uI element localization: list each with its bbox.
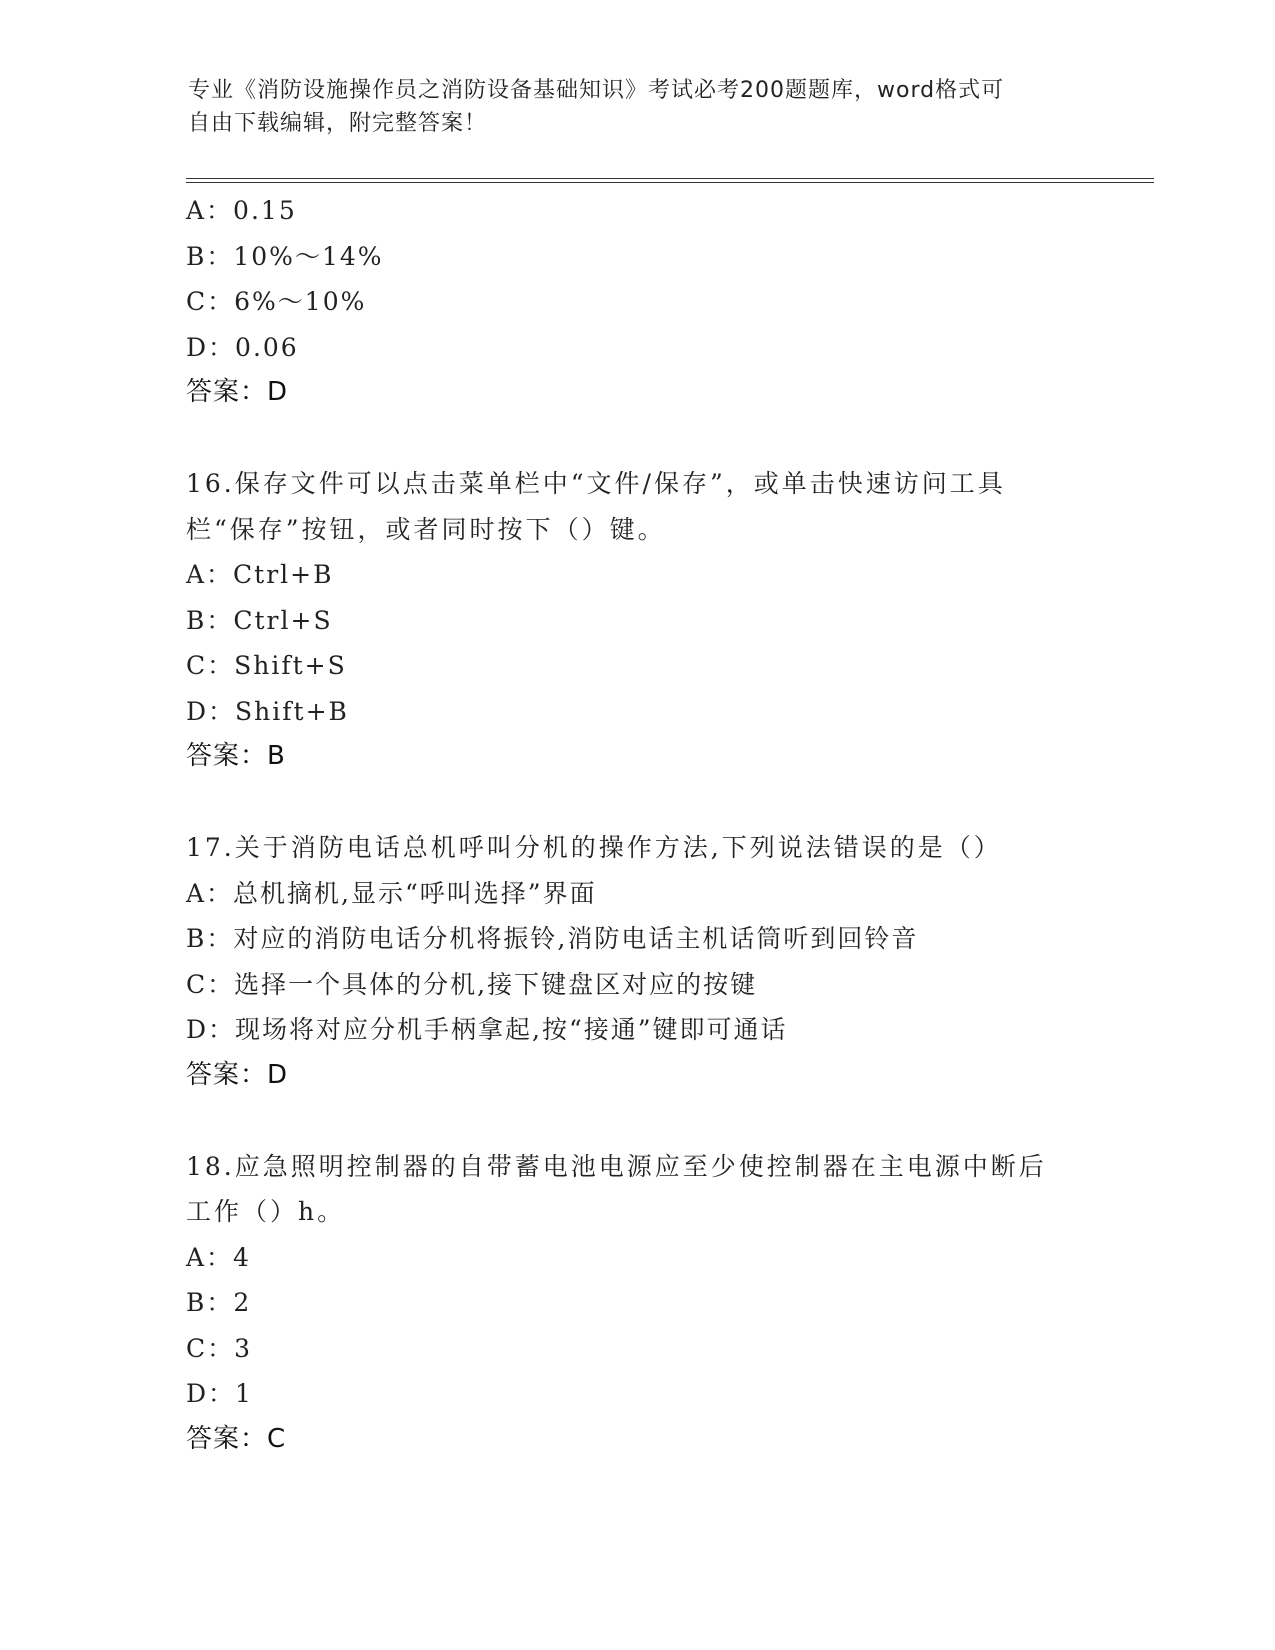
- spacer: [186, 780, 1086, 826]
- answer-line: 答案：C: [186, 1423, 287, 1454]
- option-b: B：10%～14%: [186, 241, 384, 271]
- question-18-stem-line-2: 工作（）h。: [186, 1197, 346, 1226]
- option-a: A：总机摘机,显示“呼叫选择”界面: [186, 878, 597, 908]
- question-18-block: [186, 1144, 1086, 1463]
- question-17-block: [186, 825, 1086, 1098]
- option-a: A：Ctrl+B: [186, 560, 334, 589]
- option-b: B：Ctrl+S: [186, 605, 333, 635]
- option-c: C：选择一个具体的分机,接下键盘区对应的按键: [186, 969, 758, 999]
- answer-line: 答案：D: [186, 377, 289, 407]
- option-d: D：0.06: [186, 332, 299, 362]
- header-line-1: 专业《消防设施操作员之消防设备基础知识》考试必考200题题库，word格式可: [188, 78, 1005, 103]
- question-16-stem-line-2: 栏“保存”按钮，或者同时按下（）键。: [186, 514, 666, 544]
- option-b: B：对应的消防电话分机将振铃,消防电话主机话筒听到回铃音: [186, 924, 919, 953]
- header-line-2: 自由下载编辑，附完整答案！: [188, 111, 488, 136]
- option-b: B：2: [186, 1288, 252, 1317]
- question-17-stem: 17.关于消防电话总机呼叫分机的操作方法,下列说法错误的是（）: [186, 833, 1002, 862]
- document-header: [188, 74, 1088, 140]
- spacer: [186, 1098, 1086, 1144]
- question-list: [186, 188, 1086, 1462]
- question-16-stem-line-1: 16.保存文件可以点击菜单栏中“文件/保存”，或单击快速访问工具: [186, 469, 1006, 498]
- option-c: C：6%～10%: [186, 287, 367, 316]
- option-a: A：4: [186, 1242, 251, 1272]
- answer-line: 答案：B: [186, 741, 286, 771]
- answer-line: 答案：D: [186, 1059, 289, 1090]
- question-18-stem-line-1: 18.应急照明控制器的自带蓄电池电源应至少使控制器在主电源中断后: [186, 1151, 1047, 1181]
- option-d: D：Shift+B: [186, 696, 349, 726]
- option-c: C：Shift+S: [186, 651, 347, 680]
- option-d: D：现场将对应分机手柄拿起,按“接通”键即可通话: [186, 1015, 788, 1044]
- question-15-block: [186, 188, 1086, 416]
- header-divider: [186, 178, 1154, 183]
- option-d: D：1: [186, 1379, 253, 1408]
- option-c: C：3: [186, 1333, 253, 1363]
- option-a: A：0.15: [186, 196, 297, 225]
- question-16-block: [186, 461, 1086, 780]
- spacer: [186, 416, 1086, 462]
